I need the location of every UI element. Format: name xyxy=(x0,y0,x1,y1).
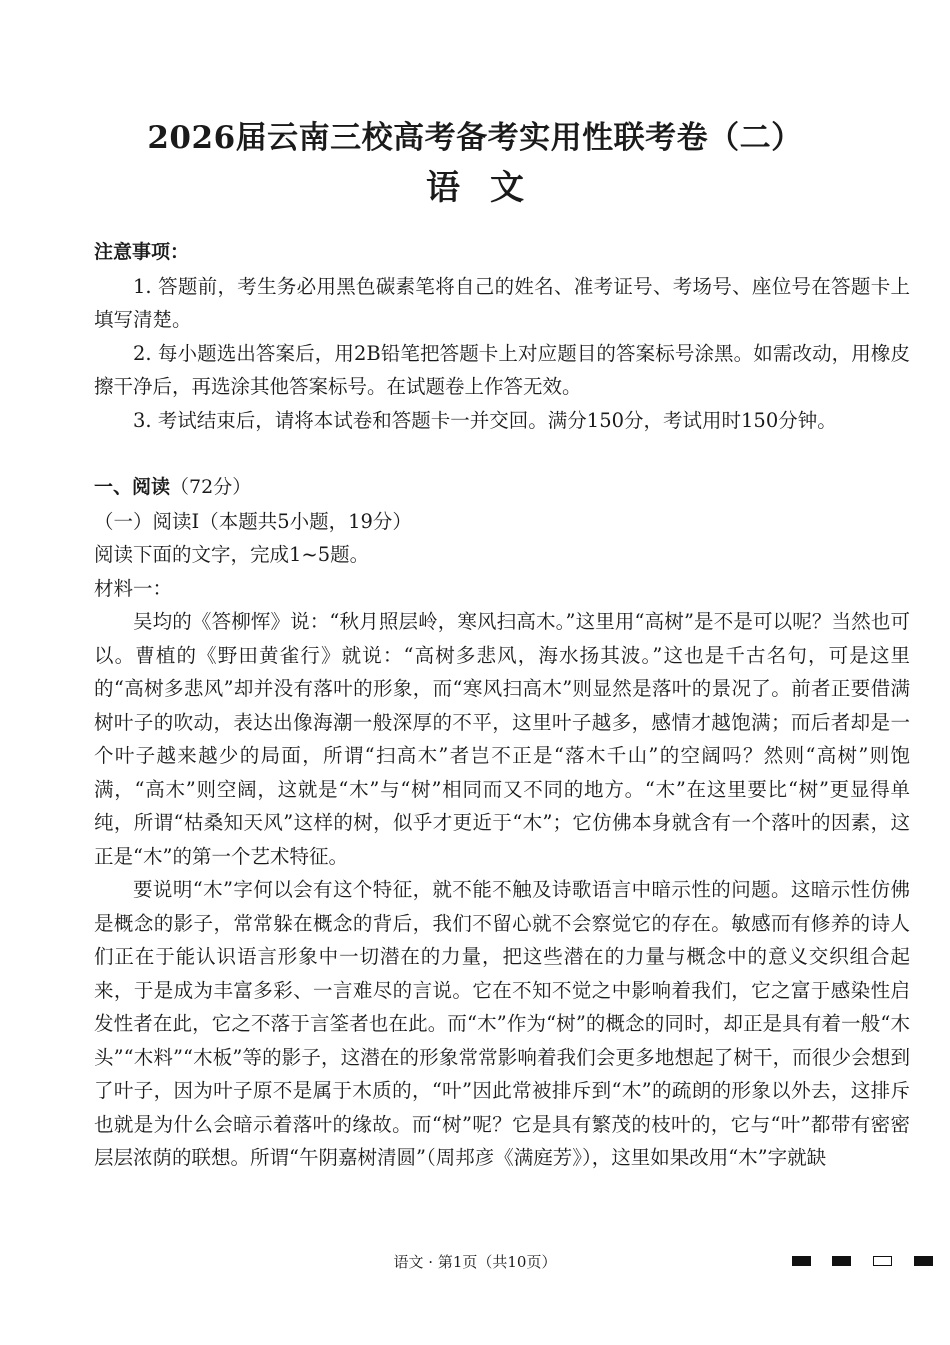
notice-heading: 注意事项： xyxy=(94,241,190,263)
alignment-mark-filled xyxy=(792,1256,811,1266)
passage-paragraph-1: 吴均的《答柳恽》说：“秋月照层岭，寒风扫高木。”这里用“高树”是不是可以呢？当然也可以。曹植的《野田黄雀行》就说：“高树多悲风，海水扬其波。”这也是千古名句，可是这里的“高树多悲风”却并没有落叶的形象，而“寒风扫高木”则显然是落叶的景况了。前者正要借满树叶子的吹动，表达出像海潮一般深厚的不平，这里叶子越多，感情才越饱满；而后者却是一个叶子越来越少的局面，所谓“扫高木”者岂不正是“落木千山”的空阔吗？然则“高树”则饱满，“高木”则空阔，这就是“木”与“树”相同而又不同的地方。“木”在这里要比“树”更显得单纯，所谓“枯桑知天风”这样的树，似乎才更近于“木”；它仿佛本身就含有一个落叶的因素，这正是“木”的第一个艺术特征。 xyxy=(94,610,910,868)
notice-item-1: 1. 答题前，考生务必用黑色碳素笔将自己的姓名、准考证号、考场号、座位号在答题卡上填写清楚。 xyxy=(94,274,910,331)
page-content xyxy=(94,236,910,1175)
section-heading-score: （72分） xyxy=(170,476,252,498)
alignment-mark-filled xyxy=(832,1256,851,1266)
reading-instruction: 阅读下面的文字，完成1~5题。 xyxy=(94,543,370,566)
page-footer: 语文 · 第1页（共10页） xyxy=(393,1253,557,1271)
material-label: 材料一： xyxy=(94,576,173,600)
exam-title: 2026届云南三校高考备考实用性联考卷（二） xyxy=(147,120,803,156)
notice-item-2: 2. 每小题选出答案后，用2B铅笔把答题卡上对应题目的答案标号涂黑。如需改动，用橡皮擦干净后，再选涂其他答案标号。在试题卷上作答无效。 xyxy=(94,341,910,398)
sub-section-heading: （一）阅读Ⅰ（本题共5小题，19分） xyxy=(94,509,412,533)
section-heading-title: 一、阅读 xyxy=(94,476,171,498)
alignment-mark-filled xyxy=(914,1256,933,1266)
section-heading xyxy=(94,471,910,505)
subject-title: 语文 xyxy=(426,168,554,208)
passage-paragraph-2: 要说明“木”字何以会有这个特征，就不能不触及诗歌语言中暗示性的问题。这暗示性仿佛是概念的影子，常常躲在概念的背后，我们不留心就不会察觉它的存在。敏感而有修养的诗人们正在于能认识语言形象中一切潜在的力量，把这些潜在的力量与概念中的意义交织组合起来，于是成为丰富多彩、一言难尽的言说。它在不知不觉之中影响着我们，它之富于感染性启发性者在此，它之不落于言筌者也在此。而“木”作为“树”的概念的同时，却正是具有着一般“木头”“木料”“木板”等的影子，这潜在的形象常常影响着我们会更多地想起了树干，而很少会想到了叶子，因为叶子原不是属于木质的，“叶”因此常被排斥到“木”的疏朗的形象以外去，这排斥也就是为什么会暗示着落叶的缘故。而“树”呢？它是具有繁茂的枝叶的，它与“叶”都带有密密层层浓荫的联想。所谓“午阴嘉树清圆”（周邦彦《满庭芳》），这里如果改用“木”字就缺 xyxy=(94,878,910,1169)
alignment-mark-hollow xyxy=(873,1256,892,1266)
notice-item-3: 3. 考试结束后，请将本试卷和答题卡一并交回。满分150分，考试用时150分钟。 xyxy=(133,408,837,432)
